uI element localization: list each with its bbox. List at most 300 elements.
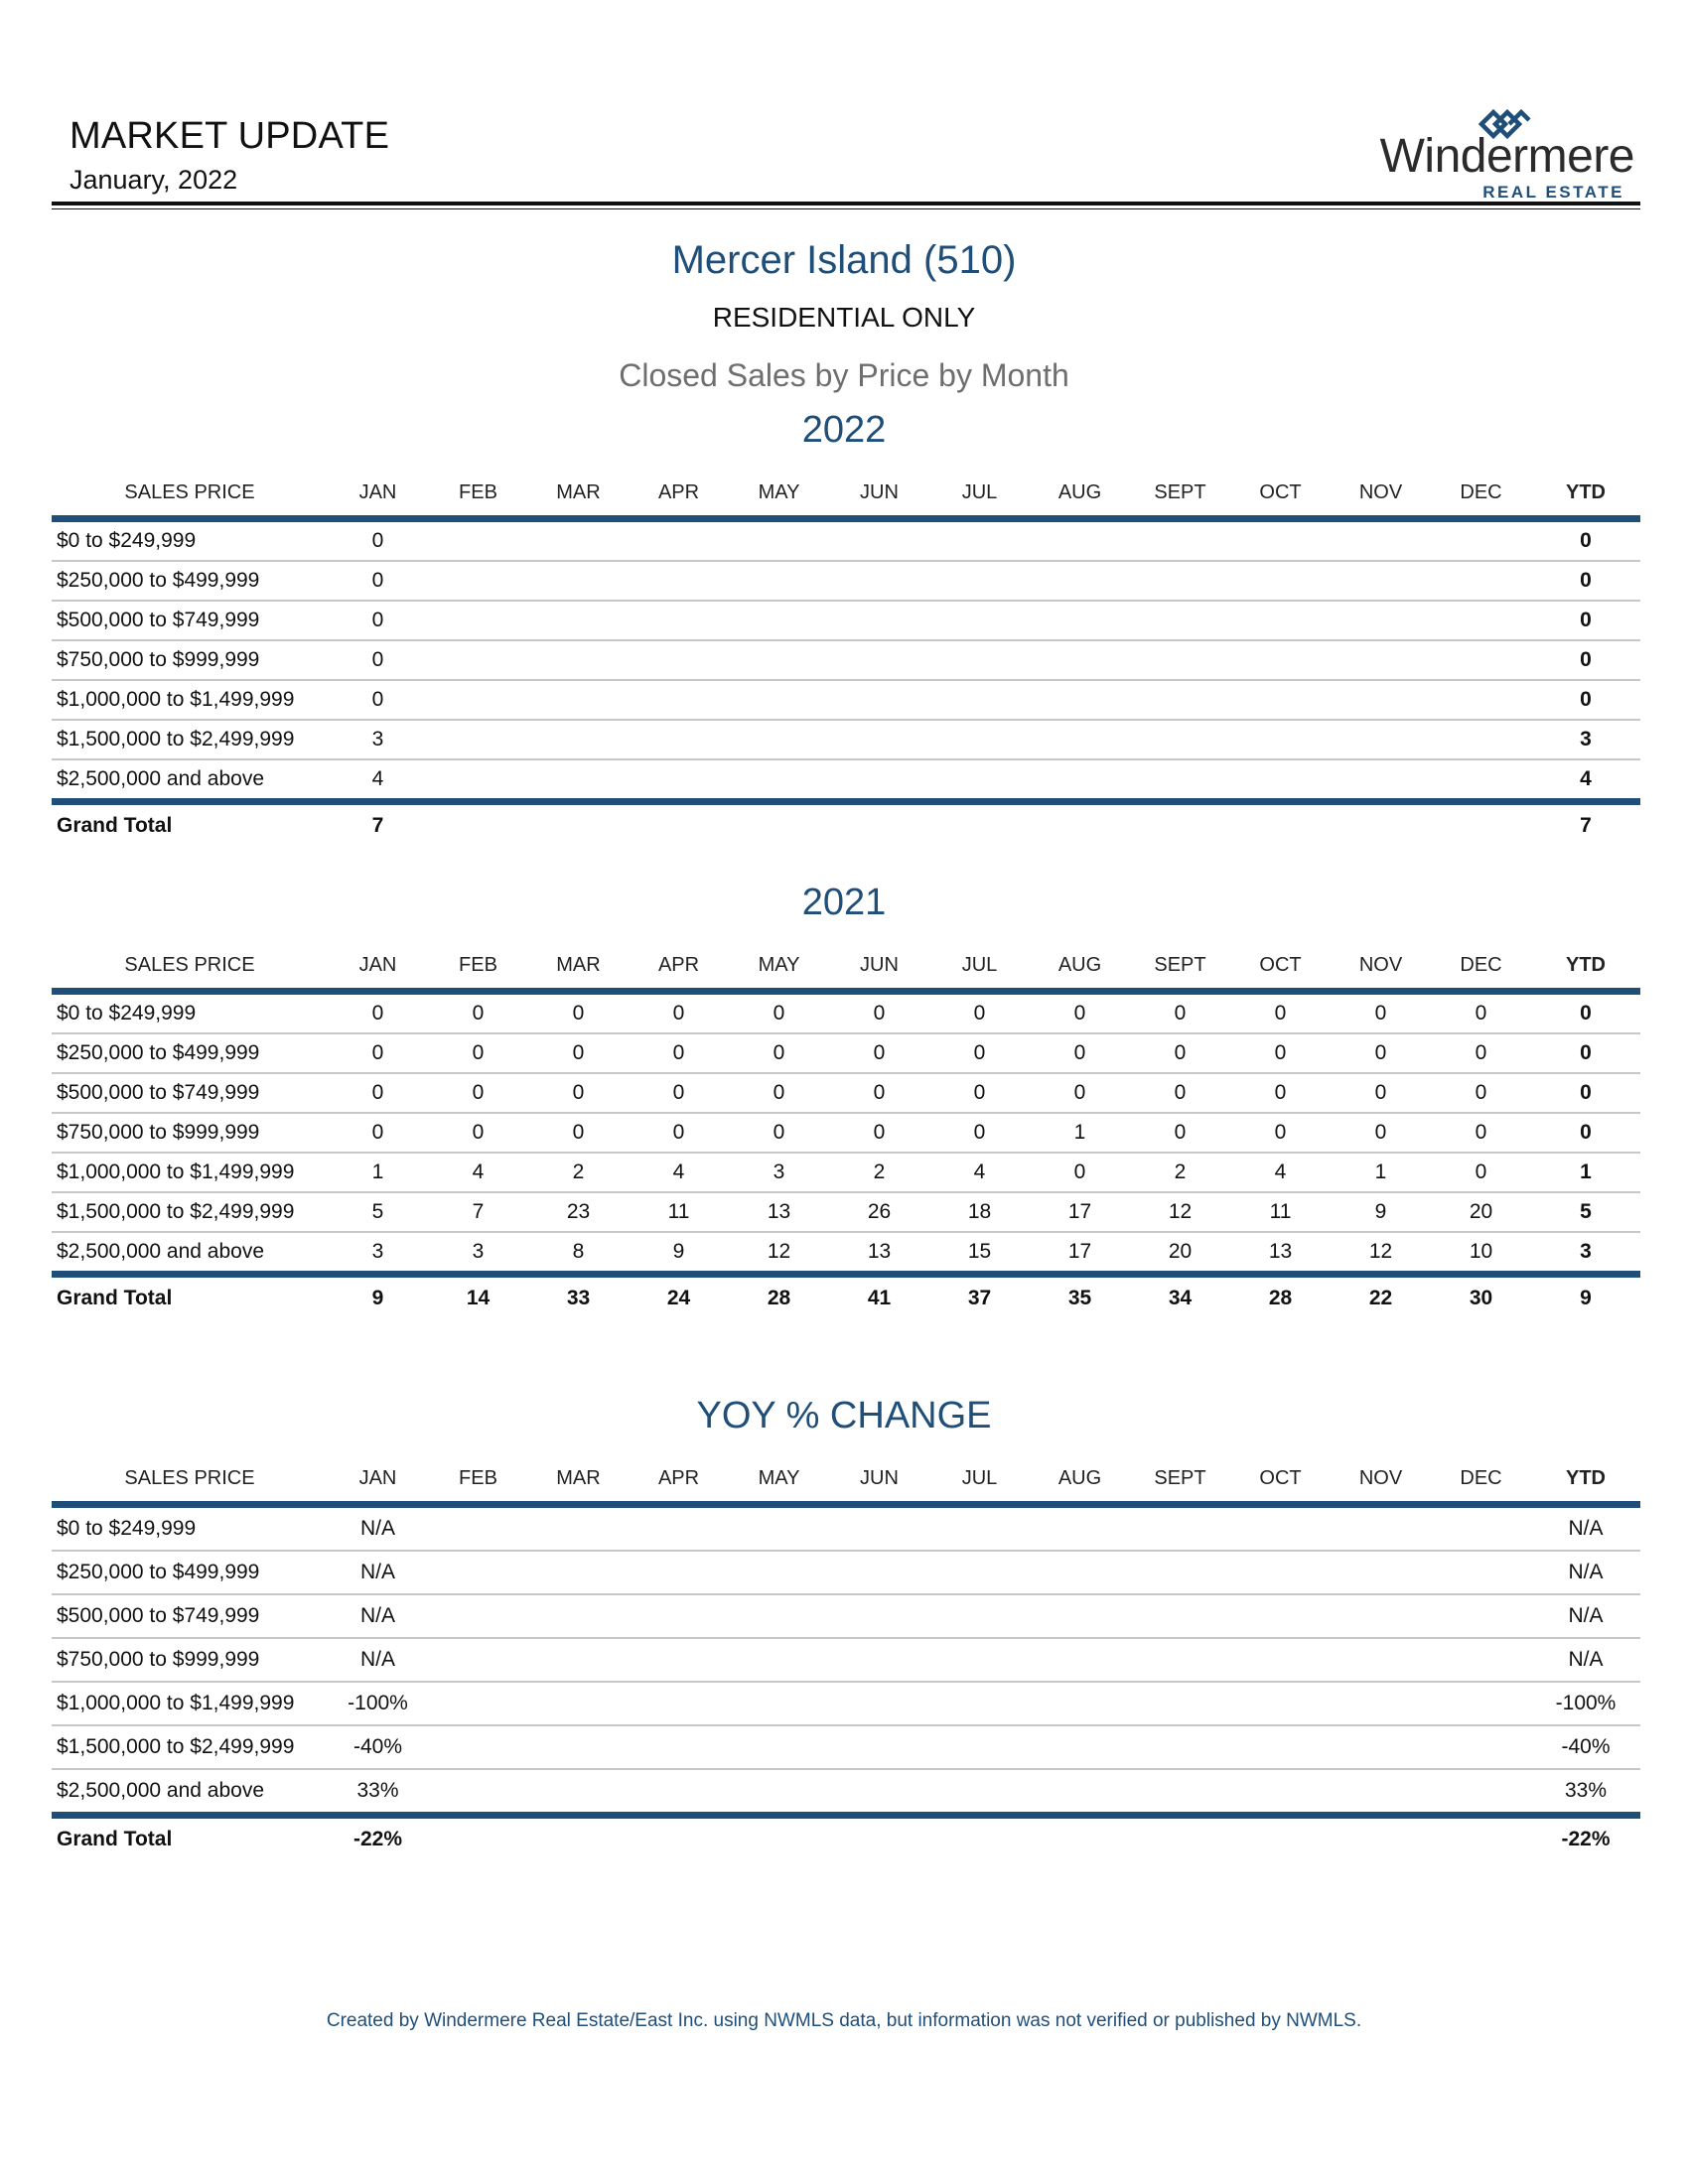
col-header-sales-price: SALES PRICE: [124, 1466, 255, 1489]
table-row: [52, 1551, 1640, 1594]
col-header-month: DEC: [1460, 953, 1502, 976]
month-value: [629, 640, 729, 680]
month-value: [729, 601, 829, 640]
month-value: [1331, 1551, 1431, 1594]
month-value: [1331, 680, 1431, 720]
price-range-label: $750,000 to $999,999: [52, 1113, 328, 1153]
ytd-value: N/A: [1531, 1551, 1640, 1594]
month-value: [729, 519, 829, 562]
month-value: [1331, 519, 1431, 562]
month-value: [829, 1638, 929, 1682]
month-value: [1130, 561, 1230, 601]
price-range-label: $500,000 to $749,999: [52, 601, 328, 640]
month-value: [729, 1725, 829, 1769]
table-row: [52, 561, 1640, 601]
month-value: [929, 1682, 1030, 1725]
month-value: [829, 680, 929, 720]
grand-total-value: [1130, 802, 1230, 848]
month-value: [1130, 519, 1230, 562]
col-header-month: JUL: [961, 1466, 998, 1489]
month-value: N/A: [328, 1638, 428, 1682]
month-value: 20: [1130, 1232, 1230, 1275]
month-value: 0: [1130, 1073, 1230, 1113]
month-value: [428, 680, 528, 720]
month-value: [1230, 680, 1331, 720]
property-type: RESIDENTIAL ONLY: [712, 302, 976, 333]
ytd-value: 0: [1531, 561, 1640, 601]
month-value: [1030, 1682, 1130, 1725]
header-row: [52, 1455, 1640, 1505]
month-value: [1230, 759, 1331, 802]
col-header-month: JUL: [961, 953, 998, 976]
month-value: 0: [829, 1033, 929, 1073]
price-range-label: $750,000 to $999,999: [52, 1638, 328, 1682]
month-value: [1431, 1551, 1531, 1594]
month-value: [1431, 720, 1531, 759]
month-value: [1130, 601, 1230, 640]
month-value: [929, 561, 1030, 601]
month-value: 4: [428, 1153, 528, 1192]
table-row: [52, 1113, 1640, 1153]
grand-total-value: [1431, 802, 1531, 848]
month-value: [629, 1725, 729, 1769]
col-header-month: JUN: [860, 953, 899, 976]
month-value: 0: [528, 1113, 629, 1153]
month-value: 0: [629, 992, 729, 1034]
month-value: [428, 601, 528, 640]
month-value: 11: [1230, 1192, 1331, 1232]
month-value: [629, 1638, 729, 1682]
month-value: 3: [729, 1153, 829, 1192]
month-value: [1431, 519, 1531, 562]
month-value: [428, 1505, 528, 1552]
month-value: 0: [428, 1033, 528, 1073]
month-value: 23: [528, 1192, 629, 1232]
month-value: [729, 759, 829, 802]
month-value: [729, 1594, 829, 1638]
month-value: 0: [328, 992, 428, 1034]
month-value: 0: [528, 1073, 629, 1113]
month-value: [829, 1505, 929, 1552]
month-value: [1431, 640, 1531, 680]
grand-total-value: [428, 1816, 528, 1861]
month-value: 0: [929, 1073, 1030, 1113]
col-header-month: FEB: [459, 953, 497, 976]
month-value: [829, 1594, 929, 1638]
grand-total-value: 22: [1368, 1287, 1393, 1309]
month-value: [1431, 680, 1531, 720]
col-header-month: AUG: [1057, 480, 1102, 503]
price-range-label: $1,500,000 to $2,499,999: [52, 1192, 328, 1232]
table-row: [52, 1769, 1640, 1816]
month-value: [729, 1551, 829, 1594]
month-value: 0: [428, 992, 528, 1034]
month-value: 20: [1431, 1192, 1531, 1232]
month-value: [1130, 1505, 1230, 1552]
month-value: [1230, 601, 1331, 640]
month-value: 1: [1030, 1113, 1130, 1153]
month-value: 4: [929, 1153, 1030, 1192]
month-value: 0: [328, 680, 428, 720]
month-value: [829, 640, 929, 680]
col-header-month: JUN: [860, 1466, 899, 1489]
grand-total-value: [629, 1816, 729, 1861]
price-range-label: $750,000 to $999,999: [52, 640, 328, 680]
month-value: 2: [1130, 1153, 1230, 1192]
month-value: 0: [1431, 1033, 1531, 1073]
table-row: [52, 720, 1640, 759]
month-value: [929, 640, 1030, 680]
month-value: 0: [1230, 1033, 1331, 1073]
month-value: 17: [1030, 1192, 1130, 1232]
month-value: N/A: [328, 1505, 428, 1552]
month-value: [1230, 720, 1331, 759]
col-header-month: APR: [657, 1466, 700, 1489]
ytd-value: 0: [1531, 992, 1640, 1034]
month-value: N/A: [328, 1594, 428, 1638]
month-value: [929, 720, 1030, 759]
col-header-month: MAY: [758, 1466, 800, 1489]
ytd-value: 0: [1531, 1033, 1640, 1073]
month-value: [1431, 1638, 1531, 1682]
month-value: 0: [1230, 992, 1331, 1034]
col-header-month: NOV: [1358, 1466, 1403, 1489]
month-value: [1331, 759, 1431, 802]
page-header: [52, 107, 1640, 210]
month-value: 0: [328, 1113, 428, 1153]
col-header-month: SEPT: [1154, 1466, 1206, 1489]
grand-total-value: [1030, 1816, 1130, 1861]
month-value: 0: [729, 1033, 829, 1073]
table-row: [52, 519, 1640, 562]
month-value: 13: [1230, 1232, 1331, 1275]
month-value: 15: [929, 1232, 1030, 1275]
month-value: 18: [929, 1192, 1030, 1232]
grand-total-value: [1431, 1816, 1531, 1861]
price-range-label: $0 to $249,999: [52, 992, 328, 1034]
price-range-label: $250,000 to $499,999: [52, 1033, 328, 1073]
ytd-value: 0: [1531, 1073, 1640, 1113]
month-value: [1030, 1505, 1130, 1552]
month-value: [428, 1682, 528, 1725]
month-value: [929, 601, 1030, 640]
month-value: [629, 1769, 729, 1816]
grand-total-value: [729, 1816, 829, 1861]
ytd-value: -40%: [1531, 1725, 1640, 1769]
month-value: [829, 1769, 929, 1816]
table-row: [52, 1073, 1640, 1113]
col-header-ytd: YTD: [1566, 953, 1606, 976]
month-value: [528, 519, 629, 562]
month-value: [1230, 1505, 1331, 1552]
month-value: [1331, 601, 1431, 640]
month-value: [829, 519, 929, 562]
month-value: 4: [1230, 1153, 1331, 1192]
month-value: [629, 519, 729, 562]
month-value: [1331, 640, 1431, 680]
month-value: 12: [1331, 1232, 1431, 1275]
col-header-month: NOV: [1358, 953, 1403, 976]
month-value: [629, 680, 729, 720]
price-range-label: $2,500,000 and above: [52, 1232, 328, 1275]
month-value: 0: [1230, 1113, 1331, 1153]
month-value: 8: [528, 1232, 629, 1275]
col-header-month: JAN: [358, 1466, 397, 1489]
col-header-ytd: YTD: [1566, 480, 1606, 503]
col-header-month: SEPT: [1154, 953, 1206, 976]
month-value: 5: [328, 1192, 428, 1232]
col-header-month: AUG: [1057, 953, 1102, 976]
month-value: [1130, 640, 1230, 680]
month-value: [1331, 1682, 1431, 1725]
month-value: [1230, 1551, 1331, 1594]
month-value: 4: [328, 759, 428, 802]
month-value: 0: [829, 1113, 929, 1153]
month-value: 0: [929, 992, 1030, 1034]
price-range-label: $1,000,000 to $1,499,999: [52, 680, 328, 720]
col-header-month: OCT: [1259, 480, 1302, 503]
month-value: 11: [629, 1192, 729, 1232]
month-value: [929, 759, 1030, 802]
col-header-ytd: YTD: [1566, 1466, 1606, 1489]
month-value: [1230, 1769, 1331, 1816]
month-value: 3: [328, 1232, 428, 1275]
month-value: 0: [1331, 992, 1431, 1034]
table-row: [52, 1505, 1640, 1552]
month-value: 0: [729, 992, 829, 1034]
col-header-month: MAR: [556, 953, 601, 976]
month-value: [1230, 561, 1331, 601]
month-value: [428, 1638, 528, 1682]
location-title: Mercer Island (510): [671, 238, 1017, 282]
col-header-month: MAY: [758, 953, 800, 976]
table-row: [52, 1725, 1640, 1769]
col-header-month: DEC: [1460, 480, 1502, 503]
col-header-month: MAY: [758, 480, 800, 503]
month-value: 0: [1331, 1113, 1431, 1153]
month-value: [729, 640, 829, 680]
month-value: 0: [829, 1073, 929, 1113]
month-value: [629, 1682, 729, 1725]
grand-total-value: [929, 802, 1030, 848]
month-value: [528, 1682, 629, 1725]
month-value: 12: [1130, 1192, 1230, 1232]
col-header-month: APR: [657, 480, 700, 503]
grand-total-value: 28: [1268, 1287, 1293, 1309]
month-value: [1331, 1769, 1431, 1816]
month-value: 0: [328, 519, 428, 562]
month-value: [528, 640, 629, 680]
grand-total-ytd: 9: [1580, 1287, 1592, 1309]
grand-total-row: [52, 802, 1640, 848]
ytd-value: N/A: [1531, 1638, 1640, 1682]
month-value: [1030, 720, 1130, 759]
grand-total-value: -22%: [352, 1828, 403, 1850]
price-range-label: $2,500,000 and above: [52, 759, 328, 802]
month-value: 1: [328, 1153, 428, 1192]
grand-total-label: Grand Total: [57, 814, 173, 837]
month-value: [729, 1769, 829, 1816]
month-value: [1431, 1682, 1531, 1725]
month-value: [1431, 561, 1531, 601]
ytd-value: 0: [1531, 640, 1640, 680]
table-row: [52, 1638, 1640, 1682]
ytd-value: N/A: [1531, 1594, 1640, 1638]
col-header-month: DEC: [1460, 1466, 1502, 1489]
header-row: [52, 470, 1640, 519]
month-value: 13: [729, 1192, 829, 1232]
grand-total-value: [729, 802, 829, 848]
month-value: 0: [428, 1113, 528, 1153]
col-header-month: AUG: [1057, 1466, 1102, 1489]
month-value: [1130, 1682, 1230, 1725]
month-value: [1431, 759, 1531, 802]
grand-total-row: [52, 1275, 1640, 1320]
month-value: [929, 680, 1030, 720]
month-value: [929, 1594, 1030, 1638]
ytd-value: 0: [1531, 1113, 1640, 1153]
month-value: 0: [528, 1033, 629, 1073]
month-value: [528, 601, 629, 640]
grand-total-value: [1030, 802, 1130, 848]
ytd-value: 3: [1531, 720, 1640, 759]
month-value: [729, 561, 829, 601]
month-value: [528, 561, 629, 601]
col-header-month: JUN: [860, 480, 899, 503]
col-header-month: OCT: [1259, 953, 1302, 976]
month-value: [1230, 1725, 1331, 1769]
ytd-value: 0: [1531, 601, 1640, 640]
month-value: [428, 720, 528, 759]
month-value: 0: [1030, 992, 1130, 1034]
ytd-value: 0: [1531, 680, 1640, 720]
month-value: [1130, 720, 1230, 759]
month-value: [629, 1551, 729, 1594]
month-value: 0: [328, 561, 428, 601]
col-header-month: JAN: [358, 480, 397, 503]
section-title-2022: 2022: [801, 409, 887, 451]
month-value: [1030, 1638, 1130, 1682]
month-value: [1331, 1594, 1431, 1638]
price-range-label: $1,500,000 to $2,499,999: [52, 1725, 328, 1769]
col-header-month: FEB: [459, 1466, 497, 1489]
month-value: [929, 1505, 1030, 1552]
price-range-label: $250,000 to $499,999: [52, 561, 328, 601]
month-value: [428, 561, 528, 601]
grand-total-value: 9: [371, 1287, 384, 1309]
month-value: 0: [629, 1033, 729, 1073]
month-value: 1: [1331, 1153, 1431, 1192]
month-value: 0: [428, 1073, 528, 1113]
month-value: 0: [1030, 1073, 1130, 1113]
month-value: 12: [729, 1232, 829, 1275]
grand-total-value: [1331, 1816, 1431, 1861]
month-value: [1130, 1725, 1230, 1769]
month-value: [629, 759, 729, 802]
month-value: 0: [1030, 1033, 1130, 1073]
ytd-value: -100%: [1531, 1682, 1640, 1725]
month-value: 0: [1431, 992, 1531, 1034]
month-value: [1130, 1769, 1230, 1816]
month-value: [1230, 519, 1331, 562]
price-range-label: $500,000 to $749,999: [52, 1594, 328, 1638]
month-value: 0: [328, 640, 428, 680]
month-value: [829, 759, 929, 802]
ytd-value: N/A: [1531, 1505, 1640, 1552]
section-title-yoy: YOY % CHANGE: [696, 1395, 992, 1436]
month-value: [1030, 680, 1130, 720]
month-value: -40%: [328, 1725, 428, 1769]
col-header-month: FEB: [459, 480, 497, 503]
month-value: [528, 1725, 629, 1769]
price-range-label: $0 to $249,999: [52, 1505, 328, 1552]
month-value: 33%: [328, 1769, 428, 1816]
col-header-month: SEPT: [1154, 480, 1206, 503]
month-value: [1331, 720, 1431, 759]
table-yoy-change: [52, 1455, 1640, 1860]
month-value: [1431, 1505, 1531, 1552]
grand-total-value: 34: [1168, 1287, 1193, 1309]
table-row: [52, 1682, 1640, 1725]
month-value: [428, 1594, 528, 1638]
month-value: [629, 561, 729, 601]
month-value: [1030, 640, 1130, 680]
month-value: 0: [929, 1033, 1030, 1073]
month-value: [629, 720, 729, 759]
month-value: [1030, 519, 1130, 562]
grand-total-ytd: 7: [1580, 814, 1592, 837]
month-value: 0: [1331, 1033, 1431, 1073]
month-value: [528, 1594, 629, 1638]
price-range-label: $1,000,000 to $1,499,999: [52, 1682, 328, 1725]
month-value: [1130, 1638, 1230, 1682]
month-value: 2: [528, 1153, 629, 1192]
table-row: [52, 1192, 1640, 1232]
price-range-label: $500,000 to $749,999: [52, 1073, 328, 1113]
month-value: 0: [929, 1113, 1030, 1153]
month-value: 0: [1230, 1073, 1331, 1113]
grand-total-value: [829, 1816, 929, 1861]
month-value: 7: [428, 1192, 528, 1232]
month-value: [829, 561, 929, 601]
grand-total-value: 24: [666, 1287, 691, 1309]
month-value: [1030, 601, 1130, 640]
month-value: [729, 1682, 829, 1725]
header-row: [52, 942, 1640, 992]
grand-total-value: [1130, 1816, 1230, 1861]
month-value: [1030, 1594, 1130, 1638]
grand-total-label: Grand Total: [57, 1287, 173, 1309]
month-value: [428, 1769, 528, 1816]
month-value: [1230, 1638, 1331, 1682]
col-header-sales-price: SALES PRICE: [124, 480, 255, 503]
grand-total-value: [929, 1816, 1030, 1861]
table-row: [52, 601, 1640, 640]
month-value: [528, 759, 629, 802]
month-value: [829, 720, 929, 759]
month-value: 0: [1431, 1113, 1531, 1153]
ytd-value: 1: [1531, 1153, 1640, 1192]
month-value: -100%: [328, 1682, 428, 1725]
grand-total-value: 7: [371, 814, 384, 837]
table-row: [52, 992, 1640, 1034]
month-value: [428, 640, 528, 680]
month-value: [729, 720, 829, 759]
grand-total-value: 35: [1067, 1287, 1092, 1309]
grand-total-row: [52, 1816, 1640, 1861]
month-value: [1431, 1725, 1531, 1769]
grand-total-value: [528, 802, 629, 848]
